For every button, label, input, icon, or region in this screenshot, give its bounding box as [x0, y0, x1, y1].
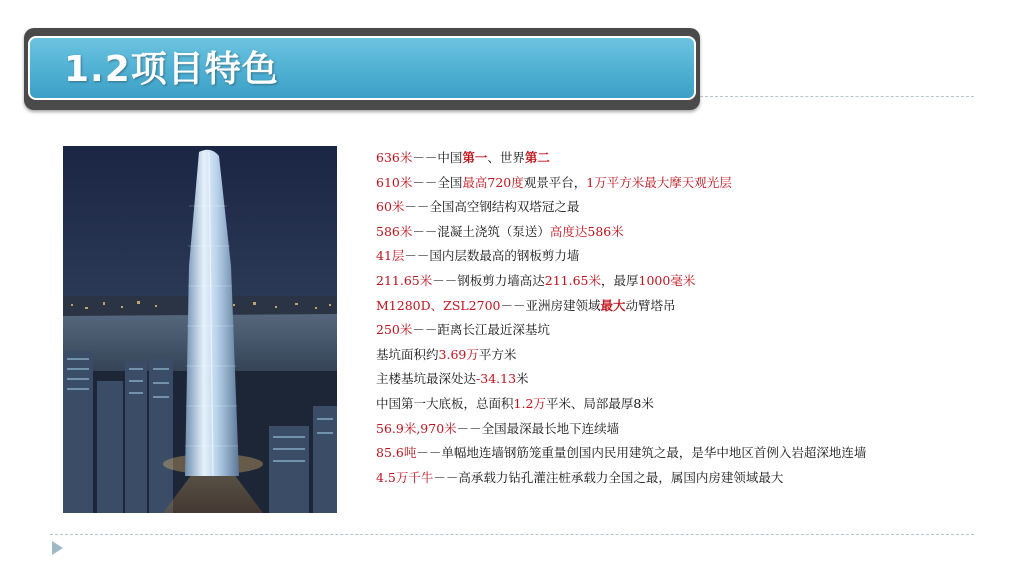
skyscraper-night-photo-icon: [63, 146, 337, 513]
body-text: 主楼基坑最深处达: [376, 371, 477, 387]
feature-item: [352, 343, 1002, 368]
highlight-text: 3.69万: [438, 346, 479, 362]
highlight-text: 4.5万千牛: [376, 469, 434, 485]
highlight-text: 85.6吨: [376, 445, 417, 461]
feature-item: [352, 417, 1002, 442]
highlight-text: 最大: [600, 297, 626, 313]
highlight-text: 60米: [376, 199, 405, 215]
body-text: －－全国高空钢结构双塔冠之最: [404, 199, 580, 215]
body-text: －－混凝土浇筑（泵送）: [412, 223, 550, 239]
feature-item: [352, 195, 1002, 220]
feature-item: [352, 171, 1002, 196]
highlight-text: M1280D、ZSL2700: [376, 297, 501, 313]
feature-item: [352, 367, 1002, 392]
body-text: 动臂塔吊: [625, 297, 676, 313]
body-text: －－钢板剪力墙高达: [432, 272, 545, 288]
feature-item: [352, 318, 1002, 343]
feature-item: [352, 294, 1002, 319]
body-text: －－国内层数最高的钢板剪力墙: [404, 248, 580, 264]
highlight-text: 211.65米: [544, 272, 602, 288]
title-banner: [24, 28, 700, 110]
highlight-text: 41层: [376, 248, 405, 264]
highlight-text: 高度达586米: [549, 223, 624, 239]
highlight-text: -34.13: [476, 371, 517, 387]
highlight-text: 211.65米: [376, 272, 433, 288]
body-text: 平米、局部最厚8米: [545, 395, 654, 411]
body-text: 、世界: [487, 150, 525, 165]
bottom-divider: [50, 534, 974, 535]
body-text: －－单幅地连墙钢筋笼重量创国内民用建筑之最，是华中地区首例入岩超深地连墙: [416, 445, 867, 461]
feature-list: [352, 146, 1002, 490]
body-text: －－亚洲房建领域: [500, 297, 601, 313]
next-arrow-icon[interactable]: [52, 541, 63, 555]
body-text: －－距离长江最近深基坑: [412, 322, 550, 338]
body-text: 观景平台，: [523, 174, 587, 190]
body-text: 米: [516, 371, 529, 387]
feature-item: [352, 392, 1002, 417]
body-text: －－中国: [412, 150, 463, 165]
highlight-text: 1万平方米最大摩天观光层: [586, 174, 732, 190]
highlight-text: 最高720度: [462, 174, 524, 190]
highlight-text: 56.9米,970米: [376, 420, 457, 436]
feature-item: [352, 269, 1002, 294]
feature-item: [352, 441, 1002, 466]
highlight-text: 250米: [376, 322, 413, 338]
highlight-text: 第一: [462, 150, 488, 165]
highlight-text: 636米: [376, 150, 413, 165]
highlight-text: 1.2万: [513, 395, 546, 411]
highlight-text: 1000毫米: [638, 272, 696, 288]
highlight-text: 586米: [376, 223, 413, 239]
highlight-text: 第二: [524, 150, 550, 165]
body-text: 基坑面积约: [376, 346, 439, 362]
body-text: －－全国: [412, 174, 463, 190]
body-text: 平方米: [478, 346, 517, 362]
highlight-text: 610米: [376, 174, 413, 190]
body-text: ，最厚: [601, 272, 639, 288]
body-text: －－高承载力钻孔灌注桩承载力全国之最，属国内房建领域最大: [433, 469, 784, 485]
top-divider: [700, 96, 974, 97]
feature-item: [352, 220, 1002, 245]
feature-item: [352, 244, 1002, 269]
skyscraper-photo: [63, 146, 337, 513]
body-text: －－全国最深最长地下连续墙: [456, 420, 620, 436]
feature-item: [352, 146, 1002, 171]
page-title: 1.2项目特色: [64, 49, 279, 90]
body-text: 中国第一大底板，总面积: [376, 395, 514, 411]
title-banner-inner: [28, 36, 696, 100]
feature-item: [352, 466, 1002, 491]
